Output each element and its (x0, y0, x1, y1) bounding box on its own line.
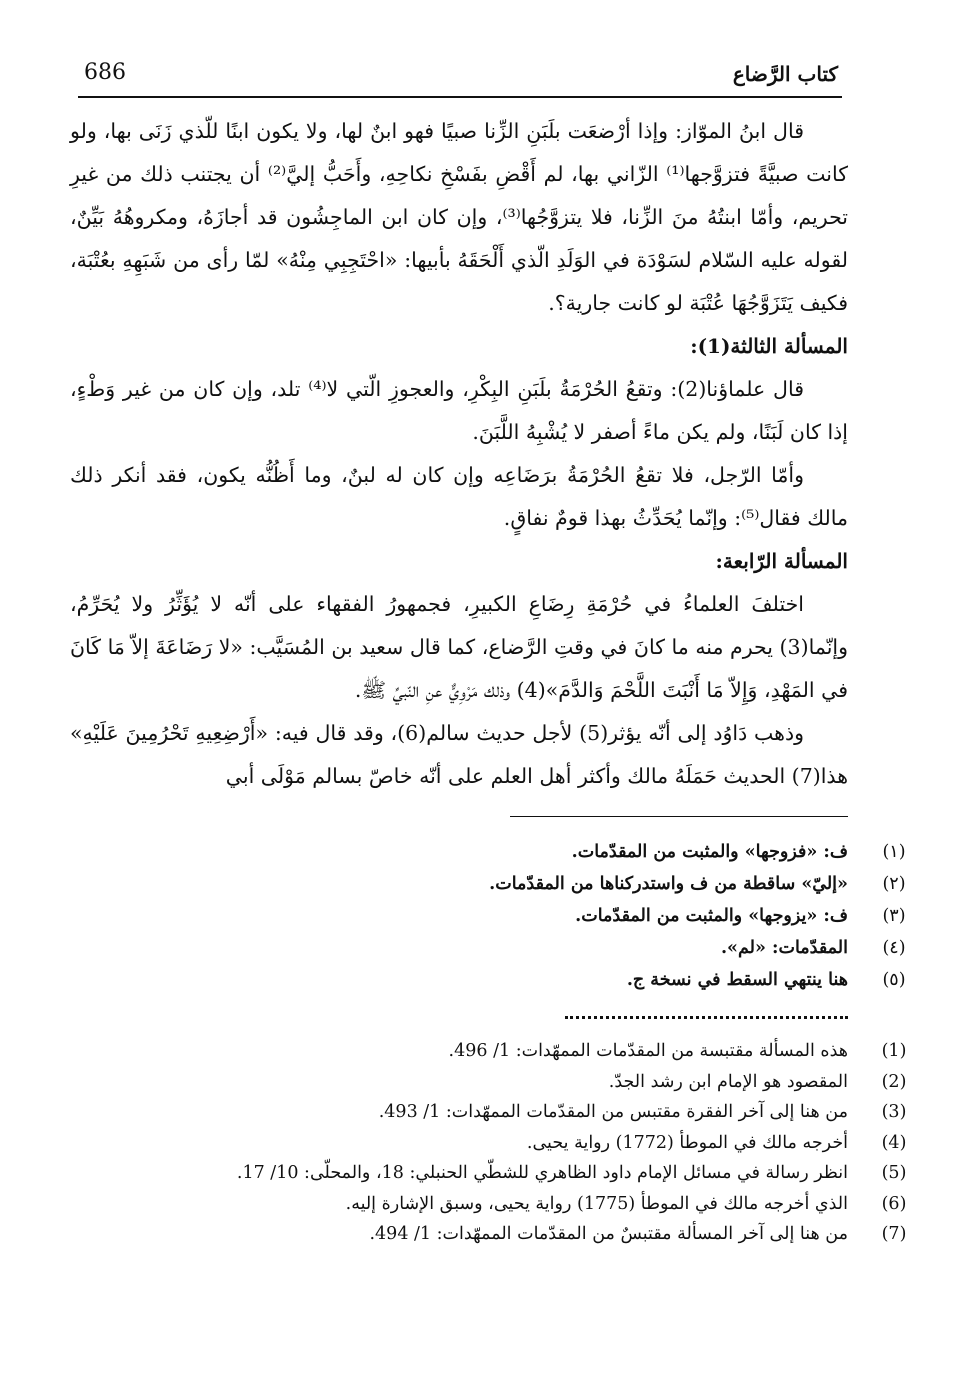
footnote-text: هذه المسألة مقتبسة من المقدّمات الممهّدات: 1/ 496. (448, 1041, 848, 1061)
paragraph-1: قال ابنُ الموّاز: وإذا أرْضعَت بلَبَنِ الزِّنا صبيًا فهو ابنٌ لها، ولا يكون ابنًا للّذي زَنَى بها، ولو كانت صبيَّةً فتزوَّجها⁽¹⁾ الزّاني بها، لم أَقْضِ بفَسْخِ نكاحِهِ، وأَحَبُّ إليَّ⁽²⁾ أن يجتنب ذلك من غيرِ تحريم، وأمّا ابنتُهُ منَ الزِّنا، فلا يتزوَّجُها⁽³⁾، وإن كان ابن الماجِشُون قد أجازَهُ، ومكروهُهُ بَيِّنٌ، لقوله عليه السّلام لسَوْدَة في الوَلَدِ الّذي أَلْحَقَهُ بأبيها: «احْتَجِبِي مِنْهُ» لمّا رأى من شَبَهِهِ بعُتْبَة، فكيف يَتَزَوَّجُهَا عُتْبَة لو كانت جارية؟. (70, 119, 849, 315)
footnote (237, 1067, 907, 1098)
footnote-text: من هنا إلى آخر المسألة مقتبسٌ من المقدّمات الممهّدات: 1/ 494. (369, 1224, 848, 1244)
footnote (237, 1128, 907, 1159)
footnote-text: ف: «يزوجها» والمثبت من المقدّمات. (575, 906, 848, 926)
footnote-text: ف: «فزوجها» والمثبت من المقدّمات. (571, 842, 848, 862)
footnote (237, 1097, 907, 1128)
paragraph-5: وذهب دَاوُد إلى أنّه يؤثر(5) لأجل حديث سالم(6)، وقد قال فيه: «أَرْضِعِيهِ تَحْرُمِينَ عَلَيْهِ» هذا(7) الحديث حَمَلَهُ مالك وأكثر أهل العلم على أنّه خاصّ بسالم مَوْلَى أبي (70, 721, 848, 788)
running-title: كتاب الرَّضاع (732, 62, 838, 86)
footnote (236, 1158, 907, 1189)
footnote-number: (٢) (882, 874, 906, 894)
paragraph-3: وأمّا الرّجل، فلا تقعُ الحُرْمَةُ برَضَاعِه وإن كان له لبنٌ، وما أَظُنُّه يكون، فقد أنكر ذلك مالك فقال⁽⁵⁾: وإنّما يُحَدِّثُ بهذا قومٌ نفاقٍ. (70, 463, 848, 530)
footnote-text: انظر رسالة في مسائل الإمام داود الظاهري للشطّي الحنبلي: 18، والمحلّى: 10/ 17. (236, 1163, 848, 1183)
footnote (489, 900, 906, 932)
paragraph-2: قال علماؤنا(2): وتقعُ الحُرْمَةُ بلَبَنِ البِكْرِ، والعجوزِ الّتي لا⁽⁴⁾ تلد، وإن كان من غير وَطْءٍ، إذا كان لَبَنًا، ولم يكن ماءً أصفر لا يُشْبِهُ اللَّبَنَ. (70, 377, 848, 444)
footnote-number: (5) (881, 1163, 907, 1183)
section-heading-fourth: المسألة الرّابعة: (715, 549, 848, 573)
footnote-text: الذي أخرجه مالك في الموطأ (1775) رواية يحيى، وسبق الإشارة إليه. (345, 1193, 848, 1214)
footnote-text: «إليّ» ساقطة من ف واستدركناها من المقدّمات. (489, 874, 848, 894)
footnote-number: (2) (881, 1071, 907, 1092)
footnote (237, 1219, 907, 1250)
footnote-number: (٥) (882, 970, 906, 990)
footnote-number: (6) (881, 1193, 907, 1214)
footnote-number: (7) (881, 1224, 907, 1244)
footnote (489, 836, 906, 868)
footnote-text: هنا ينتهي السقط في نسخة ج. (626, 970, 848, 990)
main-text (70, 110, 848, 798)
footnote-number: (١) (882, 842, 906, 862)
page-header (78, 60, 842, 98)
footnotes-editor (236, 1036, 907, 1250)
footnote-text: من هنا إلى آخر الفقرة مقتبس من المقدّمات الممهّدات: 1/ 493. (378, 1102, 848, 1122)
section-heading-third: المسألة الثالثة(1): (690, 334, 848, 358)
footnote-number: (٣) (882, 906, 906, 926)
page-number: 686 (84, 60, 126, 85)
footnote (237, 1036, 907, 1067)
footnote-text: أخرجه مالك في الموطأ (1772) رواية يحيى. (526, 1132, 848, 1153)
paragraph-4: اختلفَ العلماءُ في حُرْمَةِ رِضَاعِ الكبيرِ، فجمهورُ الفقهاء على أنّه لا يُؤَثِّرُ ولا يُحَرِّمُ، وإنّما(3) يحرم منه ما كانَ في وقتِ الرَّضاع، كما قال سعيد بن المُسَيَّب: «لا رَضَاعَةَ إلاّ مَا كَانَ في المَهْدِ، وَإِلاّ مَا أَنْبَتَ اللَّحْمَ وَالدَّمَ»(4) وذلك مَرْوِيٌّ عنِ النّبيِّ ﷺ. (70, 592, 848, 702)
footnote (489, 868, 906, 900)
footnote-number: (٤) (882, 938, 906, 958)
footnote (489, 964, 906, 996)
footnote-separator (510, 816, 848, 817)
footnote-text: المقصود هو الإمام ابن رشد الجدّ. (608, 1071, 848, 1092)
footnote (237, 1189, 907, 1220)
footnote-number: (1) (881, 1041, 907, 1061)
footnotes-manuscript (489, 836, 906, 996)
footnote-number: (3) (881, 1102, 907, 1122)
footnote-number: (4) (881, 1132, 907, 1153)
dotted-separator (565, 1016, 848, 1019)
footnote (489, 932, 906, 964)
footnote-text: المقدّمات: «لم». (720, 938, 848, 958)
